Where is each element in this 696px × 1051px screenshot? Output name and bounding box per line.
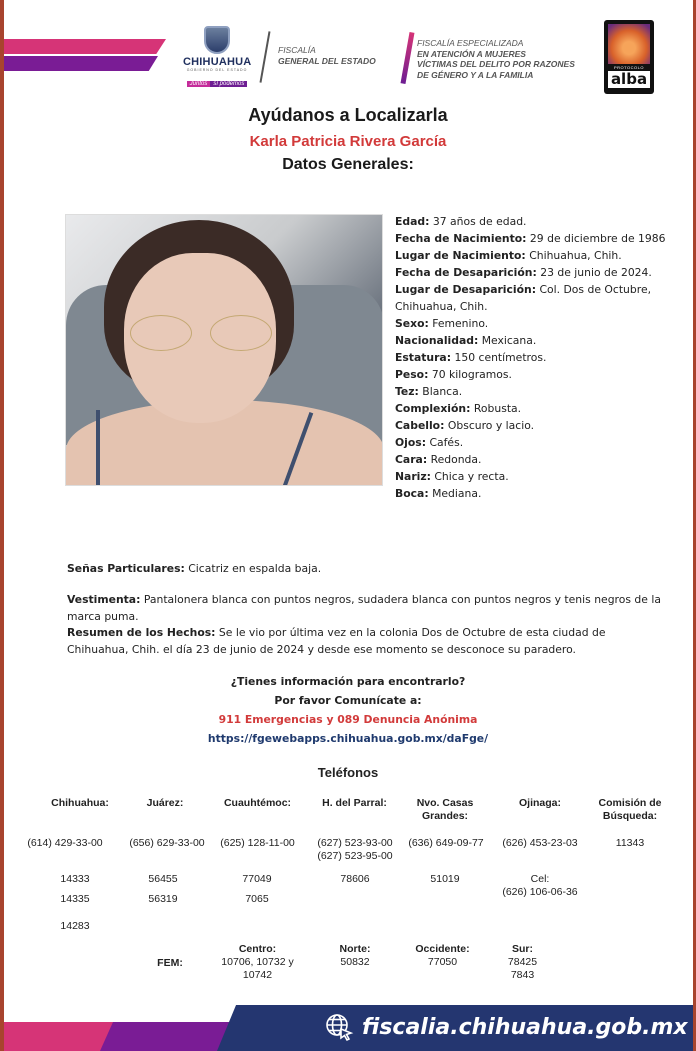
ext-juarez-1: 56455 xyxy=(148,873,178,885)
footer-stripe-pink xyxy=(4,1022,114,1051)
fem-line-3: VÍCTIMAS DEL DELITO POR RAZONES xyxy=(417,59,575,69)
report-url-link[interactable]: https://fgewebapps.chihuahua.gob.mx/daFge/ xyxy=(207,732,489,745)
footer-stripe-purple xyxy=(100,1022,230,1051)
header-divider xyxy=(260,31,271,83)
section-title: Datos Generales: xyxy=(282,156,414,173)
facts-summary: Resumen de los Hechos: Se le vio por última vez en la colonia Dos de Octubre de esta ciudad de Chihuahua, Chih. el día 23 de junio de 2024 y desde ese momento se desconoce su paradero. xyxy=(67,626,606,656)
detail-face: Cara: Redonda. xyxy=(395,453,482,466)
glasses-icon xyxy=(130,315,272,353)
info-question: ¿Tienes información para encontrarlo? xyxy=(230,675,466,688)
phones-title: Teléfonos xyxy=(317,765,379,780)
ext-cuauhtemoc-2: 7065 xyxy=(245,893,269,905)
detail-birth-place: Lugar de Nacimiento: Chihuahua, Chih. xyxy=(395,249,622,262)
ext-chihuahua-1: 14333 xyxy=(60,873,90,885)
detail-sex: Sexo: Femenino. xyxy=(395,317,489,330)
phone-casas-grandes[interactable]: (636) 649-09-77 xyxy=(408,837,484,849)
detail-build: Complexión: Robusta. xyxy=(395,402,522,415)
chihuahua-government-logo xyxy=(183,26,251,88)
coat-of-arms-icon xyxy=(204,26,230,54)
footer-url: fiscalia.chihuahua.gob.mx xyxy=(362,1014,688,1040)
fem-phones-label: FEM: xyxy=(157,957,183,969)
detail-disappearance-date: Fecha de Desaparición: 23 de junio de 2024. xyxy=(395,266,652,279)
ext-parral-1: 78606 xyxy=(340,873,370,885)
ext-juarez-2: 56319 xyxy=(148,893,178,905)
slogan-part-a: Juntos xyxy=(187,81,211,87)
phone-header-chihuahua: Chihuahua: xyxy=(51,797,109,809)
photo-strap xyxy=(96,410,100,486)
detail-height: Estatura: 150 centímetros. xyxy=(395,351,547,364)
detail-weight: Peso: 70 kilogramos. xyxy=(395,368,512,381)
page-title: Ayúdanos a Localizarla xyxy=(248,105,448,125)
detail-mouth: Boca: Mediana. xyxy=(395,487,482,500)
fem-norte: Norte: 50832 xyxy=(339,943,371,968)
fge-line-1: FISCALÍA xyxy=(278,45,316,55)
fem-sur: Sur: 78425 7843 xyxy=(507,943,538,981)
contact-prompt: Por favor Comunícate a: xyxy=(274,694,422,707)
fem-centro: Centro: 10706, 10732 y 10742 xyxy=(221,943,294,981)
phone-parral[interactable]: (627) 523-93-00 (627) 523-95-00 xyxy=(317,837,393,862)
phone-juarez[interactable]: (656) 629-33-00 xyxy=(129,837,205,849)
alba-name: alba xyxy=(608,71,650,88)
slogan-part-b: sí podemos xyxy=(210,81,247,87)
detail-complexion-skin: Tez: Blanca. xyxy=(395,385,463,398)
detail-age: Edad: 37 años de edad. xyxy=(395,215,527,228)
phone-cuauhtemoc[interactable]: (625) 128-11-00 xyxy=(220,837,295,849)
missing-person-name: Karla Patricia Rivera García xyxy=(249,133,447,150)
gov-logo-slogan xyxy=(187,81,248,87)
clothing-description: Vestimenta: Pantalonera blanca con puntos negros, sudadera blanca con puntos negros y tenis negros de la marca puma. xyxy=(67,593,661,623)
phone-header-ojinaga: Ojinaga: xyxy=(518,797,561,809)
fem-line-1: FISCALÍA ESPECIALIZADA xyxy=(417,38,524,48)
fem-line-2: EN ATENCIÓN A MUJERES xyxy=(417,48,526,59)
missing-person-photo xyxy=(65,214,383,486)
general-data-list xyxy=(395,213,685,502)
phone-ojinaga[interactable]: (626) 453-23-03 xyxy=(502,837,578,849)
phone-header-juarez: Juárez: xyxy=(146,797,184,809)
ext-chihuahua-2: 14335 xyxy=(60,893,90,905)
footer-website-link[interactable] xyxy=(324,1012,688,1042)
phone-header-comision: Comisión de Búsqueda: xyxy=(598,797,662,822)
fge-label xyxy=(278,45,376,67)
phone-header-casas-grandes: Nvo. Casas Grandes: xyxy=(416,797,474,822)
header-stripe-purple xyxy=(4,56,158,71)
fge-line-2: GENERAL DEL ESTADO xyxy=(278,56,376,66)
ext-chihuahua-3: 14283 xyxy=(60,920,90,932)
emergency-numbers: 911 Emergencias y 089 Denuncia Anónima xyxy=(218,713,478,726)
fem-line-4: DE GÉNERO Y A LA FAMILIA xyxy=(417,69,534,80)
phone-header-cuauhtemoc: Cuauhtémoc: xyxy=(223,797,292,809)
ext-casas-grandes-1: 51019 xyxy=(430,873,460,885)
alba-small-text: PROTOCOLO xyxy=(614,65,644,70)
detail-birth-date: Fecha de Nacimiento: 29 de diciembre de 1986 xyxy=(395,232,666,245)
ojinaga-cel[interactable]: Cel: (626) 106-06-36 xyxy=(502,873,578,898)
detail-disappearance-place: Lugar de Desaparición: Col. Dos de Octubre, Chihuahua, Chih. xyxy=(395,283,652,313)
detail-eyes: Ojos: Cafés. xyxy=(395,436,464,449)
detail-hair: Cabello: Obscuro y lacio. xyxy=(395,419,535,432)
phone-comision[interactable]: 11343 xyxy=(615,837,645,849)
gov-logo-name: CHIHUAHUA xyxy=(183,56,252,68)
detail-nationality: Nacionalidad: Mexicana. xyxy=(395,334,537,347)
fem-label xyxy=(417,38,575,80)
header-divider-gradient xyxy=(401,32,415,84)
ext-cuauhtemoc-1: 77049 xyxy=(242,873,272,885)
phone-header-parral: H. del Parral: xyxy=(322,797,387,809)
gov-logo-sub: GOBIERNO DEL ESTADO xyxy=(186,68,248,72)
globe-cursor-icon xyxy=(324,1012,354,1042)
alba-emblem-icon xyxy=(608,24,650,64)
distinguishing-marks: Señas Particulares: Cicatriz en espalda baja. xyxy=(67,562,322,575)
fem-occidente: Occidente: 77050 xyxy=(415,943,470,968)
detail-nose: Nariz: Chica y recta. xyxy=(395,470,509,483)
header-stripe-pink xyxy=(4,39,166,54)
phone-chihuahua[interactable]: (614) 429-33-00 xyxy=(27,837,103,849)
protocolo-alba-logo xyxy=(604,20,654,94)
